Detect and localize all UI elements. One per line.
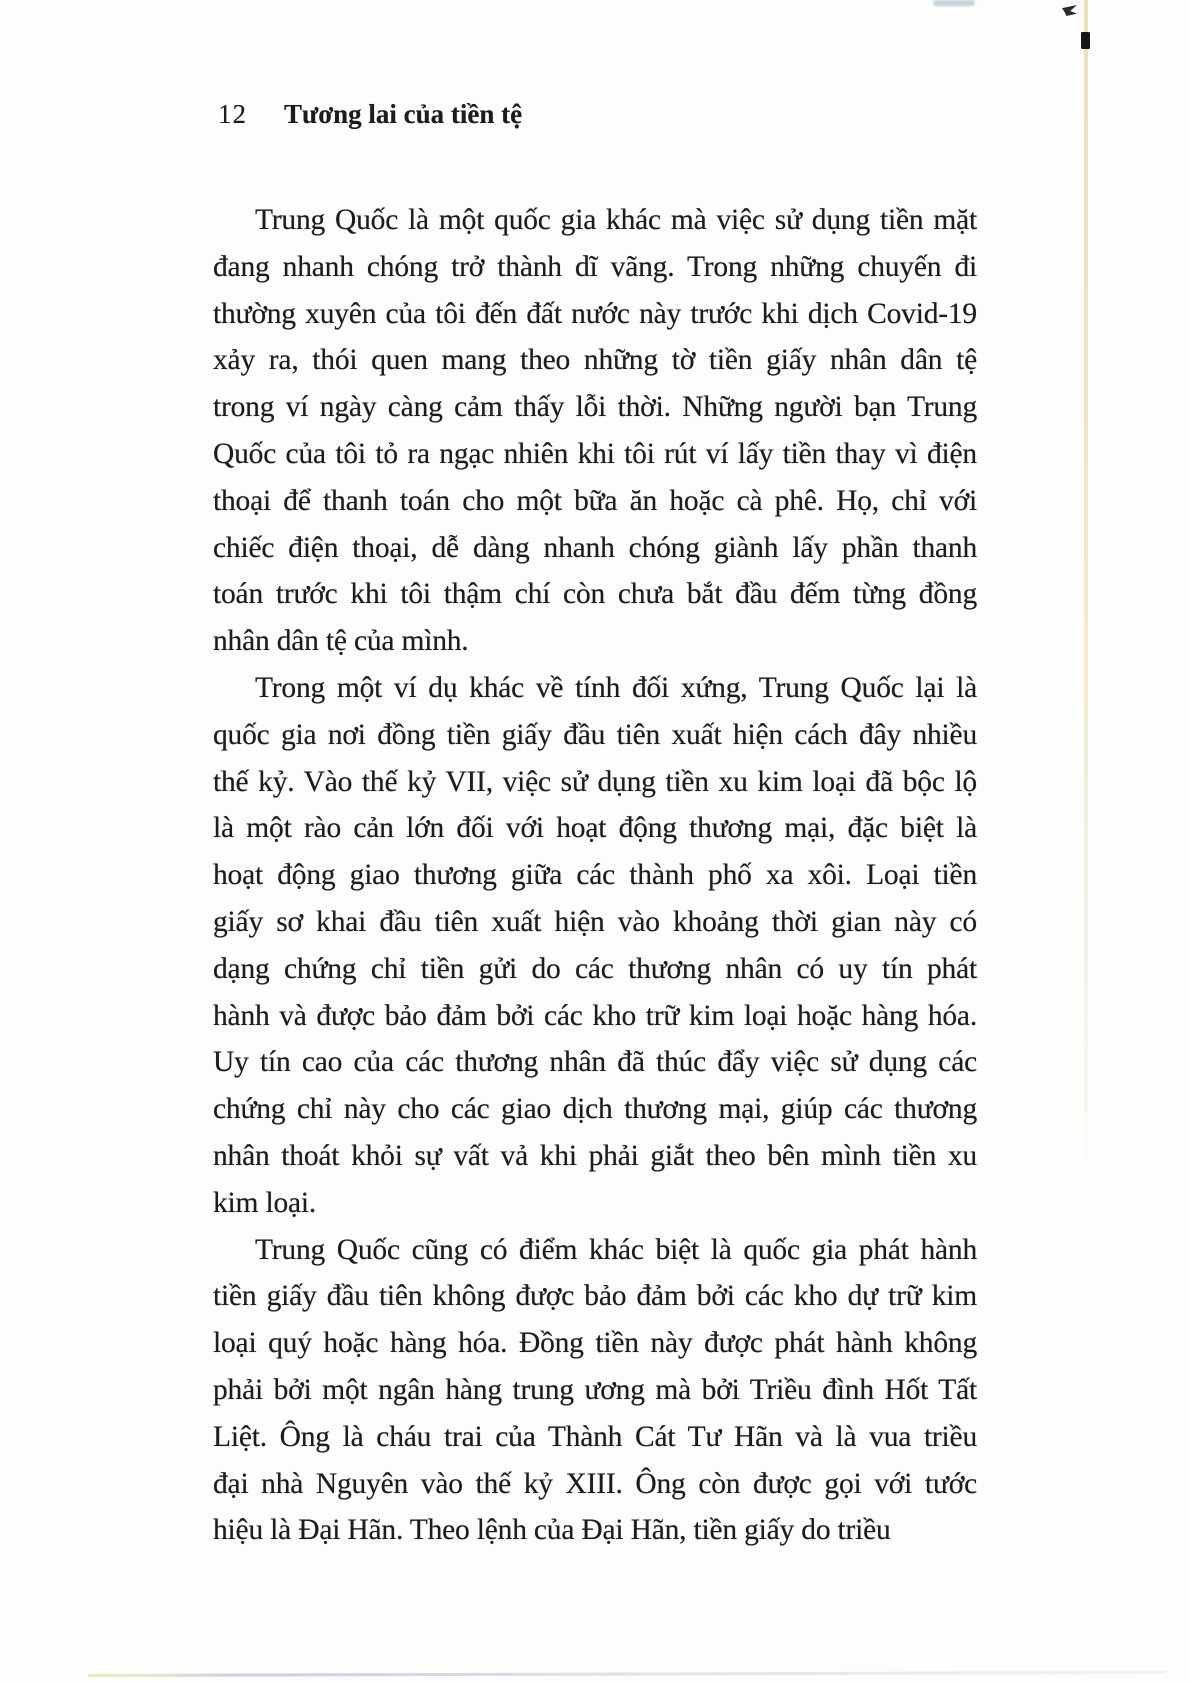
text-line: tiền giấy đầu tiên không được bảo đảm bởi các kho dự trữ kim <box>213 1280 977 1313</box>
text-line: xảy ra, thói quen mang theo những tờ tiền giấy nhân dân tệ <box>213 344 977 377</box>
text-line: thế kỷ. Vào thế kỷ VII, việc sử dụng tiền xu kim loại đã bộc lộ <box>213 765 977 798</box>
text-line: nhân dân tệ của mình. <box>213 625 469 658</box>
paragraph <box>213 1227 977 1555</box>
text-line: là một rào cản lớn đối với hoạt động thương mại, đặc biệt là <box>213 812 977 845</box>
text-line: Liệt. Ông là cháu trai của Thành Cát Tư Hãn và là vua triều <box>213 1420 977 1453</box>
text-line: trong ví ngày càng cảm thấy lỗi thời. Những người bạn Trung <box>213 391 977 424</box>
text-line: kim loại. <box>213 1186 317 1219</box>
edge-ink-speck <box>1081 32 1090 49</box>
text-line: hành và được bảo đảm bởi các kho trữ kim loại hoặc hàng hóa. <box>213 999 977 1032</box>
text-line: Trung Quốc là một quốc gia khác mà việc sử dụng tiền mặt <box>255 204 977 236</box>
running-title: Tương lai của tiền tệ <box>284 99 523 129</box>
text-line: Quốc của tôi tỏ ra ngạc nhiên khi tôi rút ví lấy tiền thay vì điện <box>213 437 977 470</box>
text-line: chiếc điện thoại, dễ dàng nhanh chóng giành lấy phần thanh <box>213 531 977 564</box>
text-block <box>213 197 977 1554</box>
text-line: đại nhà Nguyên vào thế kỷ XIII. Ông còn được gọi với tước <box>213 1467 977 1500</box>
text-line: toán trước khi tôi thậm chí còn chưa bắt đầu đếm từng đồng <box>213 578 977 611</box>
text-line: Uy tín cao của các thương nhân đã thúc đẩy việc sử dụng các <box>213 1046 977 1079</box>
paragraph <box>213 665 977 1227</box>
page-number: 12 <box>218 99 247 129</box>
text-line: loại quý hoặc hàng hóa. Đồng tiền này được phát hành không <box>213 1327 977 1360</box>
text-line: Trung Quốc cũng có điểm khác biệt là quốc gia phát hành <box>255 1233 977 1266</box>
bottom-scan-line <box>88 1671 1166 1677</box>
text-line: dạng chứng chỉ tiền gửi do các thương nhân có uy tín phát <box>213 952 977 985</box>
page-header <box>218 99 522 130</box>
text-line: thường xuyên của tôi đến đất nước này trước khi dịch Covid-19 <box>213 297 977 330</box>
scan-smudge <box>933 0 975 6</box>
text-line: Trong một ví dụ khác về tính đối xứng, Trung Quốc lại là <box>255 671 977 704</box>
text-line: đang nhanh chóng trở thành dĩ vãng. Trong những chuyến đi <box>213 250 977 283</box>
text-line: quốc gia nơi đồng tiền giấy đầu tiên xuất hiện cách đây nhiều <box>213 718 977 751</box>
text-line: hiệu là Đại Hãn. Theo lệnh của Đại Hãn, tiền giấy do triều <box>213 1514 891 1547</box>
text-line: giấy sơ khai đầu tiên xuất hiện vào khoảng thời gian này có <box>213 905 977 938</box>
text-line: hoạt động giao thương giữa các thành phố xa xôi. Loại tiền <box>213 859 977 892</box>
page-edge-line <box>1084 0 1088 1160</box>
paragraph <box>213 197 977 665</box>
text-line: chứng chỉ này cho các giao dịch thương mại, giúp các thương <box>213 1093 977 1126</box>
scan-mark <box>1062 5 1077 16</box>
text-line: phải bởi một ngân hàng trung ương mà bởi Triều đình Hốt Tất <box>213 1373 977 1406</box>
text-line: nhân thoát khỏi sự vất vả khi phải giắt theo bên mình tiền xu <box>213 1139 977 1172</box>
text-line: thoại để thanh toán cho một bữa ăn hoặc cà phê. Họ, chỉ với <box>213 484 977 517</box>
